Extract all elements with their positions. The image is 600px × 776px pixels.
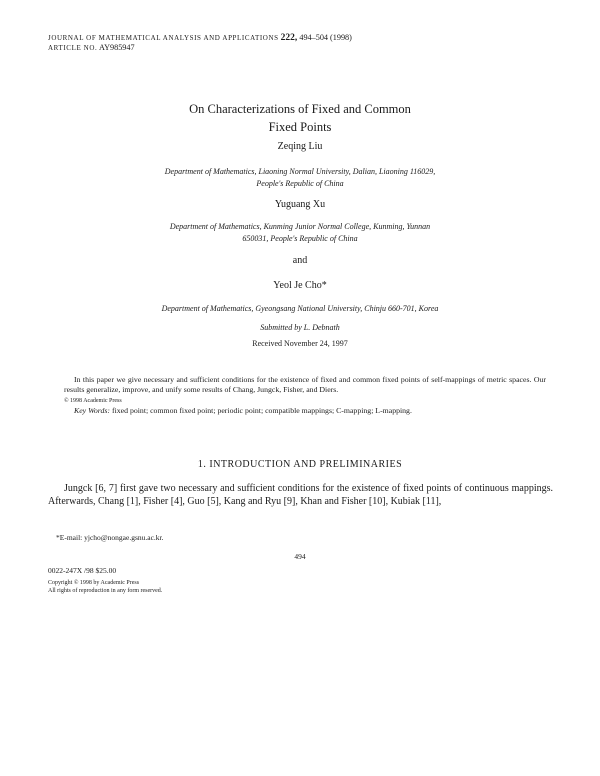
article-label: ARTICLE NO. — [48, 44, 98, 52]
author-affiliation — [0, 303, 600, 315]
submitted-by: Submitted by L. Debnath — [260, 323, 340, 332]
author-name: Yeol Je Cho* — [273, 280, 327, 291]
keywords-label: Key Words: — [74, 406, 111, 416]
paper-title — [0, 100, 600, 136]
keywords — [64, 406, 546, 416]
affiliation-line: Department of Mathematics, Liaoning Normal University, Dalian, Liaoning 116029, — [164, 167, 436, 176]
article-number — [48, 42, 135, 54]
page-number: 494 — [294, 552, 306, 561]
author-name: Zeqing Liu — [277, 141, 323, 152]
section-heading: 1. INTRODUCTION AND PRELIMINARIES — [197, 459, 403, 470]
author-name: Yuguang Xu — [274, 199, 326, 210]
author-affiliation — [0, 221, 600, 244]
journal-name: JOURNAL OF MATHEMATICAL ANALYSIS AND APPLICATIONS — [48, 34, 279, 42]
paragraph-text: Jungck [6, 7] first gave two necessary and sufficient conditions for the existence of fixed points of continuous mappings. Afterwards, Chang [1], Fisher [4], Guo [5], Kang and Ryu [9], Khan and Fisher [10], Kubiak [11], — [48, 483, 553, 508]
author-affiliation — [0, 166, 600, 189]
affiliation-line: People's Republic of China — [256, 178, 344, 188]
title-line-1: On Characterizations of Fixed and Common — [189, 102, 411, 116]
affiliation-line: Department of Mathematics, Kunming Junior Normal College, Kunming, Yunnan — [169, 222, 431, 231]
rights-text: All rights of reproduction in any form reserved. — [48, 588, 163, 594]
abstract-text: In this paper we give necessary and sufficient conditions for the existence of fixed and common fixed points of self-mappings of metric spaces. Our results generalize, improve, and unify some results of Chang, Jungck, Fisher, and Diers. — [64, 375, 546, 395]
abstract — [64, 375, 546, 417]
keywords-list: fixed point; common fixed point; periodic point; compatible mappings; C-mapping; L-mapping. — [111, 406, 412, 416]
footnote: *E-mail: yjcho@nongae.gsnu.ac.kr. — [56, 533, 164, 542]
journal-volume: 222, — [280, 33, 298, 43]
issn-price: 0022-247X /98 $25.00 — [48, 566, 117, 575]
received-date: Received November 24, 1997 — [252, 339, 348, 348]
affiliation-line: Department of Mathematics, Gyeongsang National University, Chinju 660-701, Korea — [161, 304, 439, 313]
intro-paragraph — [48, 482, 553, 508]
journal-pages-year: 494–504 (1998) — [299, 33, 352, 42]
affiliation-line: 650031, People's Republic of China — [242, 233, 358, 243]
abstract-copyright: © 1998 Academic Press — [64, 397, 122, 404]
rights-reserved — [48, 585, 162, 596]
title-line-2: Fixed Points — [268, 120, 332, 134]
copyright-text: Copyright © 1998 by Academic Press — [48, 580, 140, 586]
article-id: AY985947 — [98, 43, 135, 52]
and-separator: and — [292, 255, 308, 266]
